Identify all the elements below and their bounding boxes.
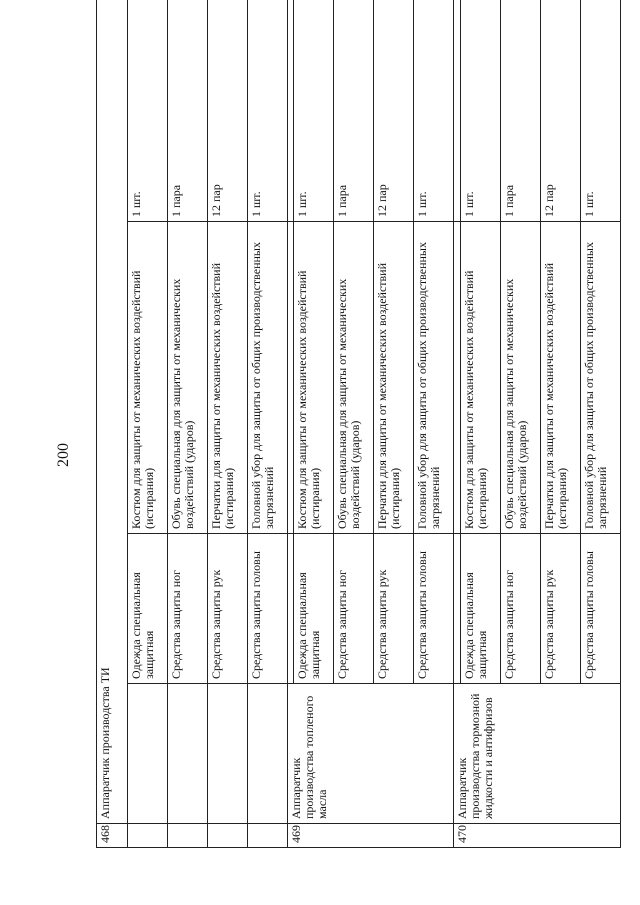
page-number: 200: [55, 443, 72, 467]
profession-name: Аппаратчик производства топленого масла: [288, 684, 454, 824]
ppe-item: Обувь специальная для защиты от механических воздействий (ударов): [334, 222, 374, 534]
ppe-item: Головной убор для защиты от общих производственных загрязнений: [248, 222, 288, 534]
ppe-quantity: 12 пар: [208, 0, 248, 222]
table-row: [248, 0, 288, 848]
ppe-quantity: 1 шт.: [128, 0, 168, 222]
ppe-quantity: 1 шт.: [294, 0, 334, 222]
ppe-quantity: 1 шт.: [248, 0, 288, 222]
table-row: [208, 0, 248, 848]
ppe-quantity: 1 пара: [334, 0, 374, 222]
ppe-item: Обувь специальная для защиты от механических воздействий (ударов): [168, 222, 208, 534]
ppe-type: Средства защиты головы: [248, 534, 288, 684]
ppe-type: Средства защиты рук: [374, 534, 414, 684]
ppe-item: Костюм для защиты от механических воздействий (истирания): [128, 222, 168, 534]
ppe-type: Средства защиты головы: [580, 534, 620, 684]
ppe-type: Средства защиты рук: [540, 534, 580, 684]
ppe-type: Средства защиты ног: [500, 534, 540, 684]
ppe-type: Средства защиты ног: [334, 534, 374, 684]
ppe-type: Средства защиты рук: [208, 534, 248, 684]
row-number: 469: [288, 824, 454, 848]
table-row: [97, 0, 128, 848]
ppe-type: Одежда специальная защитная: [294, 534, 334, 684]
row-number: 470: [454, 824, 621, 848]
ppe-item: Перчатки для защиты от механических воздействий (истирания): [208, 222, 248, 534]
ppe-item: Костюм для защиты от механических воздействий (истирания): [460, 222, 500, 534]
profession-name: Аппаратчик производства тормозной жидкости и антифризов: [454, 684, 621, 824]
ppe-item: Головной убор для защиты от общих производственных загрязнений: [414, 222, 454, 534]
ppe-quantity: 12 пар: [540, 0, 580, 222]
ppe-type: Одежда специальная защитная: [128, 534, 168, 684]
ppe-quantity: 1 шт.: [580, 0, 620, 222]
ppe-norms-table: [96, 0, 621, 848]
rotated-table-wrapper: [96, 0, 621, 848]
ppe-type: Одежда специальная защитная: [460, 534, 500, 684]
ppe-quantity: 1 шт.: [414, 0, 454, 222]
profession-name: Аппаратчик производства ТИ: [97, 0, 128, 824]
ppe-type: Средства защиты головы: [414, 534, 454, 684]
ppe-item: Перчатки для защиты от механических воздействий (истирания): [540, 222, 580, 534]
ppe-quantity: 1 пара: [500, 0, 540, 222]
ppe-item: Обувь специальная для защиты от механических воздействий (ударов): [500, 222, 540, 534]
ppe-type: Средства защиты ног: [168, 534, 208, 684]
ppe-item: Перчатки для защиты от механических воздействий (истирания): [374, 222, 414, 534]
row-number: 468: [97, 824, 128, 848]
ppe-quantity: 1 пара: [168, 0, 208, 222]
ppe-quantity: 12 пар: [374, 0, 414, 222]
ppe-quantity: 1 шт.: [460, 0, 500, 222]
ppe-item: Головной убор для защиты от общих производственных загрязнений: [580, 222, 620, 534]
ppe-item: Костюм для защиты от механических воздействий (истирания): [294, 222, 334, 534]
table-row: [128, 0, 168, 848]
table-row: [168, 0, 208, 848]
